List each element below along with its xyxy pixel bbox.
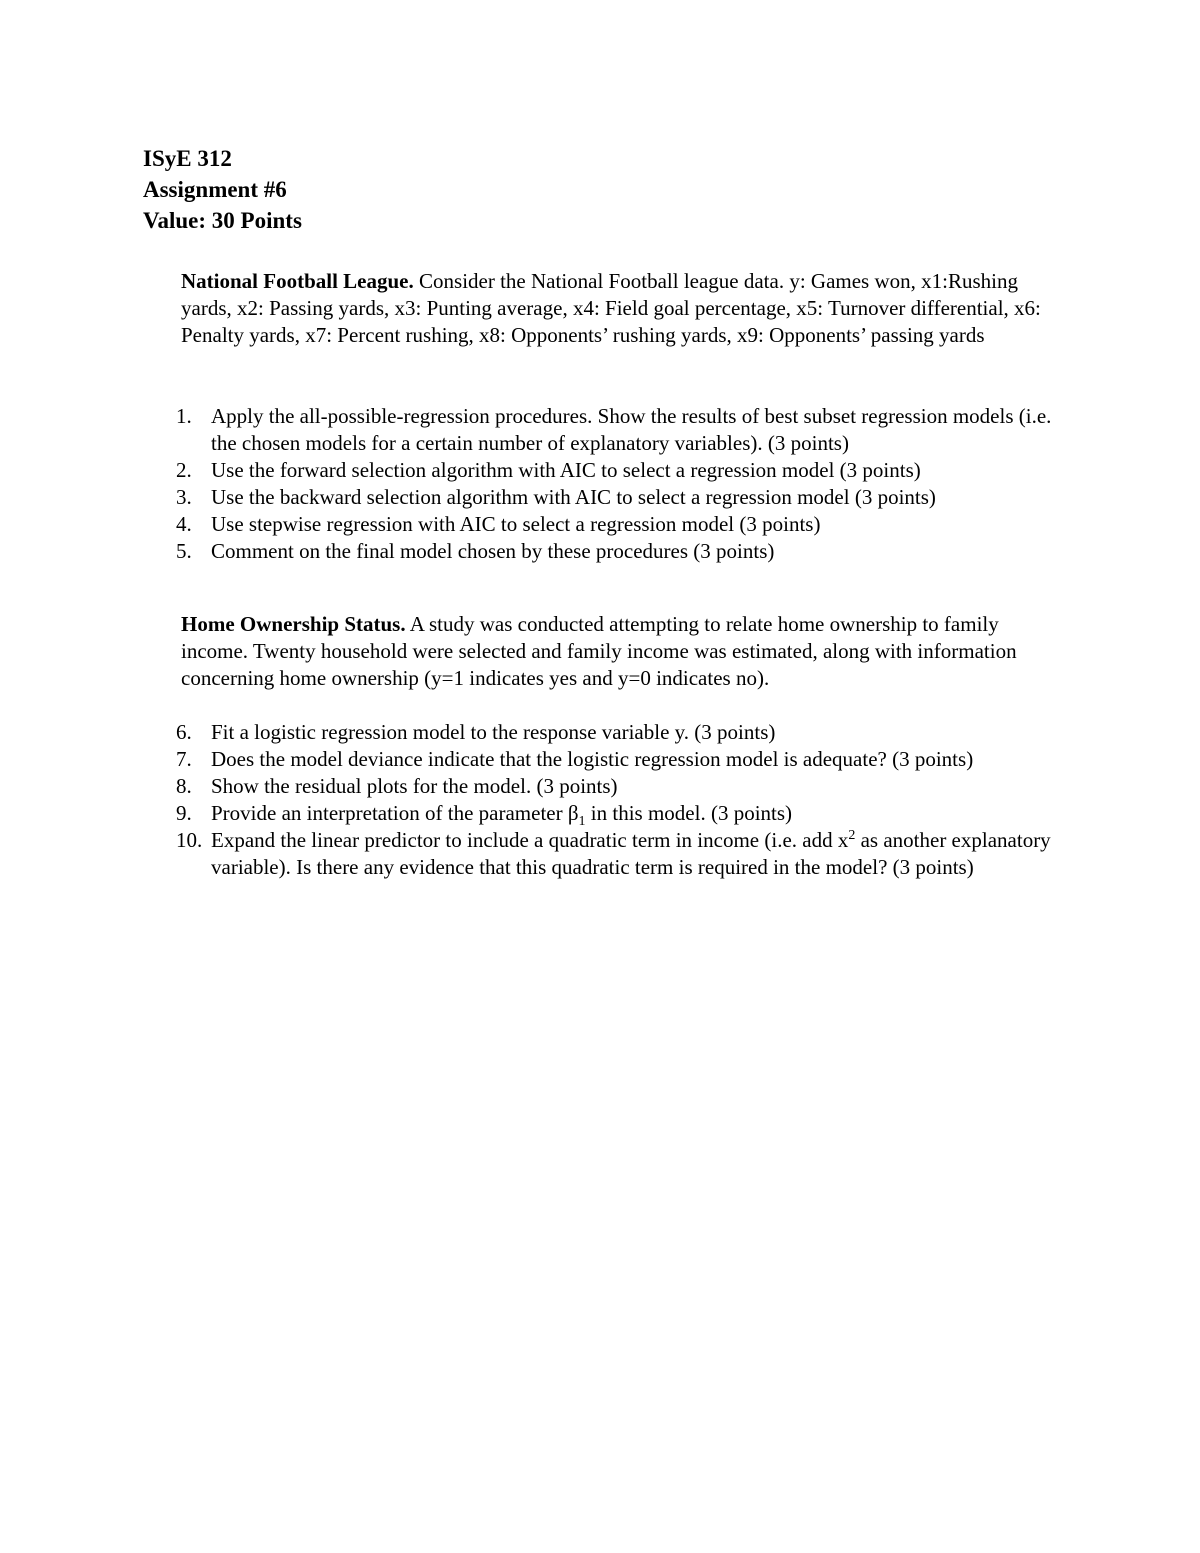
nfl-body: Consider the National Football league data. y: Games won, x1:Rushing yards, x2: Passing yards, x3: Punting average, x4: Field goal percentage, x5: Turnover differential, x6: Penalty yards, x7: Percent rushing, x8: Opponents’ rushing yards, x9: Opponents’ passing yards bbox=[181, 269, 1041, 347]
home-question-list bbox=[176, 719, 1056, 881]
list-item bbox=[176, 511, 1056, 538]
list-item bbox=[176, 773, 1056, 800]
item-number: 6. bbox=[176, 720, 192, 744]
x-superscript: 2 bbox=[848, 828, 856, 843]
item-text: Fit a logistic regression model to the response variable y. (3 points) bbox=[211, 720, 776, 744]
nfl-section bbox=[181, 268, 1061, 349]
list-item bbox=[176, 484, 1056, 511]
nfl-paragraph bbox=[181, 268, 1061, 349]
home-body: A study was conducted attempting to relate home ownership to family income. Twenty household were selected and family income was estimated, along with information concerning home ownership (y=1 indicates yes and y=0 indicates no). bbox=[181, 612, 1017, 690]
item-number: 7. bbox=[176, 747, 192, 771]
item-number: 2. bbox=[176, 458, 192, 482]
item-text: Comment on the final model chosen by these procedures (3 points) bbox=[211, 539, 775, 563]
beta-subscript: 1 bbox=[578, 814, 586, 830]
item-number: 1. bbox=[176, 404, 192, 428]
item-text: Use stepwise regression with AIC to select a regression model (3 points) bbox=[211, 512, 821, 536]
item-number: 9. bbox=[176, 801, 192, 825]
nfl-lead: National Football League. bbox=[181, 269, 414, 293]
list-item bbox=[176, 827, 1056, 881]
list-item bbox=[176, 538, 1056, 565]
list-item bbox=[176, 403, 1056, 457]
item-number: 3. bbox=[176, 485, 192, 509]
nfl-question-list bbox=[176, 403, 1056, 565]
item-text-before: Provide an interpretation of the parameter β bbox=[211, 801, 579, 825]
item-number: 8. bbox=[176, 774, 192, 798]
home-lead: Home Ownership Status. bbox=[181, 612, 406, 636]
item-text: Does the model deviance indicate that the logistic regression model is adequate? (3 points) bbox=[211, 747, 974, 771]
assignment-value: Value: 30 Points bbox=[143, 208, 302, 233]
document-header bbox=[143, 143, 302, 236]
assignment-title: Assignment #6 bbox=[143, 177, 287, 202]
item-text: Apply the all-possible-regression procedures. Show the results of best subset regression models (i.e. the chosen models for a certain number of explanatory variables). (3 points) bbox=[211, 404, 1052, 455]
item-number: 4. bbox=[176, 512, 192, 536]
item-text-after: as another explanatory variable). Is there any evidence that this quadratic term is required in the model? (3 points) bbox=[211, 828, 1051, 879]
item-text-before: Expand the linear predictor to include a quadratic term in income (i.e. add x bbox=[211, 828, 849, 852]
item-text: Show the residual plots for the model. (3 points) bbox=[211, 774, 618, 798]
list-item bbox=[176, 719, 1056, 746]
item-number: 5. bbox=[176, 539, 192, 563]
item-number: 10. bbox=[176, 828, 203, 852]
list-item bbox=[176, 457, 1056, 484]
item-text: Use the backward selection algorithm with AIC to select a regression model (3 points) bbox=[211, 485, 936, 509]
item-text-after: in this model. (3 points) bbox=[585, 801, 793, 825]
course-title: ISyE 312 bbox=[143, 146, 232, 171]
list-item bbox=[176, 746, 1056, 773]
list-item bbox=[176, 800, 1056, 830]
home-paragraph bbox=[181, 611, 1061, 692]
home-ownership-section bbox=[181, 611, 1061, 692]
item-text: Use the forward selection algorithm with AIC to select a regression model (3 points) bbox=[211, 458, 921, 482]
